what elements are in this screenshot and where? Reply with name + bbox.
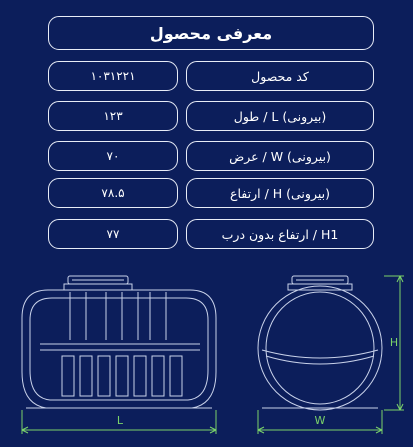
spec-label-product-code: کد محصول [186,61,374,91]
spec-label-length: طول / L (بیرونی) [186,101,374,131]
tank-side-view [258,276,382,410]
spec-label-height: ارتفاع / H (بیرونی) [186,178,374,208]
spec-label-height-no-lid: ارتفاع بدون درب / H1 [186,219,374,249]
height-dimension-label: H [389,336,399,349]
width-dimension-label: W [314,414,326,427]
page-title: معرفی محصول [48,16,374,50]
spec-value-height-no-lid: ۷۷ [48,219,178,249]
spec-label-width: عرض / W (بیرونی) [186,141,374,171]
spec-value-product-code: ۱۰۳۱۲۲۱ [48,61,178,91]
spec-value-width: ۷۰ [48,141,178,171]
tank-front-view [22,276,216,408]
spec-value-height: ۷۸.۵ [48,178,178,208]
spec-value-length: ۱۲۳ [48,101,178,131]
length-dimension-label: L [116,414,124,427]
